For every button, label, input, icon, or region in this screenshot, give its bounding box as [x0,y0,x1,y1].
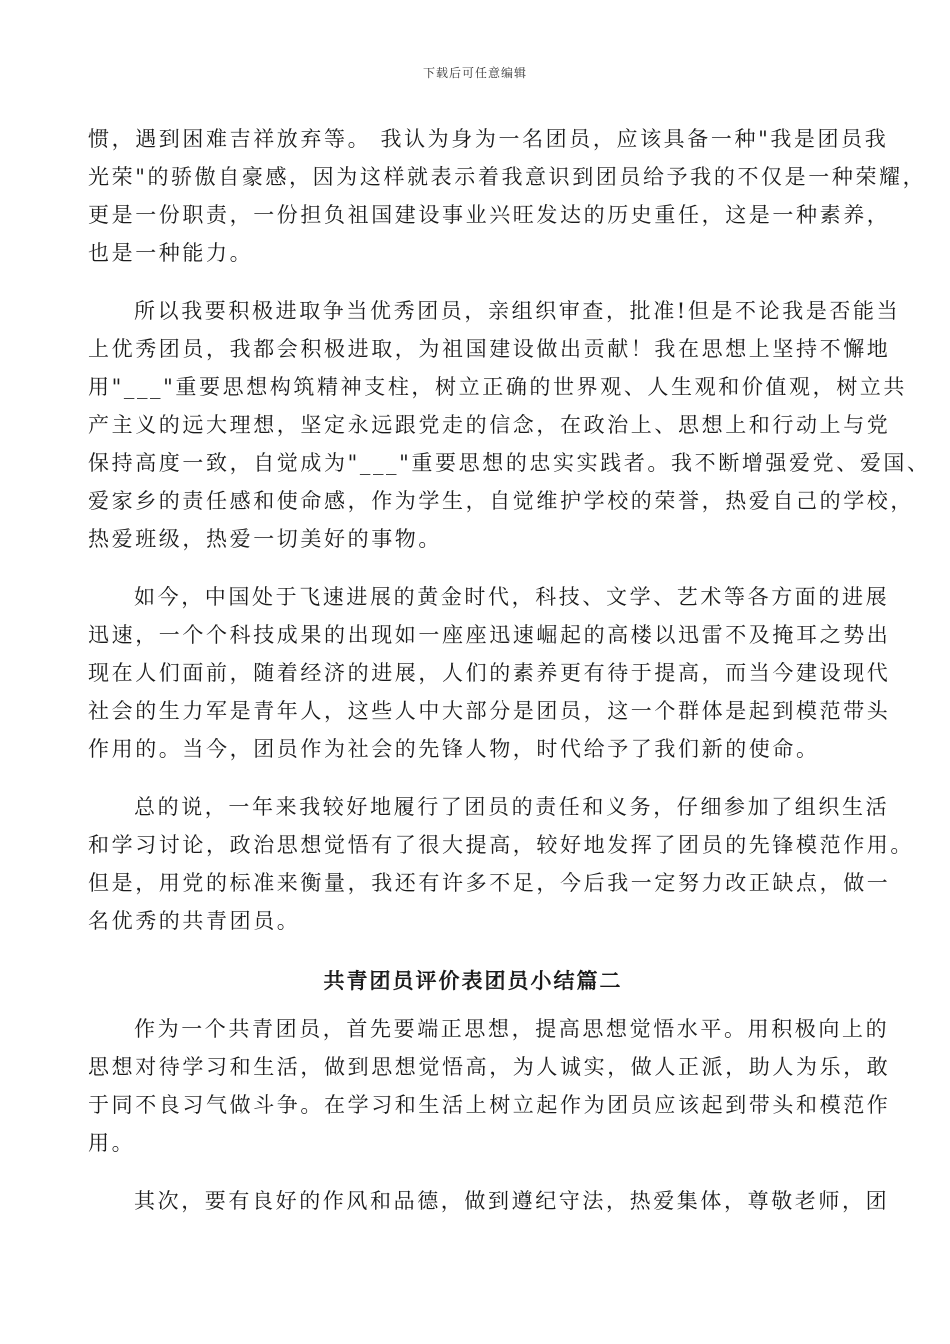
text-line: 作为一个共青团员，首先要端正思想，提高思想觉悟水平。用积极向上的 [134,1017,890,1041]
text-line: 于同不良习气做斗争。在学习和生活上树立起作为团员应该起到带头和模范作 [88,1093,891,1117]
text-line: 和学习讨论，政治思想觉悟有了很大提高，较好地发挥了团员的先锋模范作用。 [88,833,914,857]
text-line: 用。 [88,1131,136,1155]
text-line: 名优秀的共青团员。 [88,909,301,933]
text-line: 思想对待学习和生活，做到思想觉悟高，为人诚实，做人正派，助人为乐，敢 [88,1055,891,1079]
text-line: 惯，遇到困难吉祥放弃等。 我认为身为一名团员，应该具备一种"我是团员我 [88,127,889,151]
text-line: 现在人们面前，随着经济的进展，人们的素养更有待于提高，而当今建设现代 [88,661,891,685]
text-line: 爱家乡的责任感和使命感，作为学生，自觉维护学校的荣誉，热爱自己的学校， [88,489,914,513]
paragraph-5 [88,1010,891,1162]
text-line: 迅速，一个个科技成果的出现如一座座迅速崛起的高楼以迅雷不及掩耳之势出 [88,623,891,647]
text-line: 产主义的远大理想，坚定永远跟党走的信念，在政治上、思想上和行动上与党 [88,413,891,437]
paragraph-4 [88,788,914,940]
text-line: 热爱班级，热爱一切美好的事物。 [88,527,442,551]
document-body [88,120,931,1220]
text-line: 总的说，一年来我较好地履行了团员的责任和义务，仔细参加了组织生活 [134,795,890,819]
paragraph-gap [88,1002,858,1010]
text-line: 用"___"重要思想构筑精神支柱，树立正确的世界观、人生观和价值观，树立共 [88,375,908,399]
text-line: 其次，要有良好的作风和品德，做到遵纪守法，热爱集体，尊敬老师，团 [134,1189,890,1213]
text-line: 也是一种能力。 [88,241,254,265]
text-line: 上优秀团员，我都会积极进取，为祖国建设做出贡献！我在思想上坚持不懈地 [88,337,891,361]
paragraph-gap [88,940,858,960]
section-heading: 共青团员评价表团员小结篇二 [323,968,623,993]
paragraph-gap [88,1162,858,1182]
paragraph-gap [88,272,858,292]
text-line: 但是，用党的标准来衡量，我还有许多不足，今后我一定努力改正缺点，做一 [88,871,891,895]
text-line: 光荣"的骄傲自豪感，因为这样就表示着我意识到团员给予我的不仅是一种荣耀， [88,165,927,189]
text-line: 所以我要积极进取争当优秀团员，亲组织审查，批准!但是不论我是否能当 [134,299,901,323]
text-line: 如今，中国处于飞速进展的黄金时代，科技、文学、艺术等各方面的进展 [134,585,890,609]
paragraph-6 [88,1182,890,1220]
header-note: 下载后可任意编辑 [422,66,527,80]
text-line: 社会的生力军是青年人，这些人中大部分是团员，这一个群体是起到模范带头 [88,699,891,723]
paragraph-1 [88,120,927,272]
paragraph-2 [88,292,931,558]
text-line: 更是一份职责，一份担负祖国建设事业兴旺发达的历史重任，这是一种素养， [88,203,891,227]
text-line: 保持高度一致，自觉成为"___"重要思想的忠实实践者。我不断增强爱党、爱国、 [88,451,931,475]
paragraph-3 [88,578,891,768]
paragraph-gap [88,768,858,788]
paragraph-gap [88,558,858,578]
text-line: 作用的。当今，团员作为社会的先锋人物，时代给予了我们新的使命。 [88,737,820,761]
